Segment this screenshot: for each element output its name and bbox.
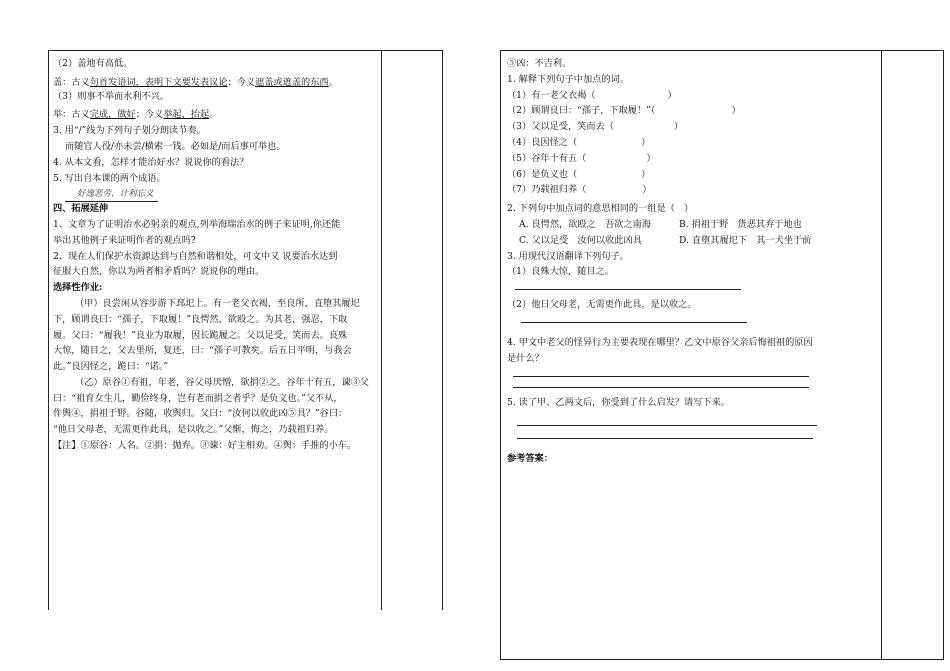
gai-meaning-line: 盖：古义句首发语词，表明下文要发表议论；今义遮盖或遮盖的东西。 (53, 76, 338, 88)
sub-question: （5）谷年十有五（ ） (507, 152, 656, 164)
answer-underline: 句首发语词，表明下文要发表议论 (89, 76, 228, 88)
text-line: （2）盖地有高低。 (53, 58, 133, 69)
passage-yi-line: （乙）原谷①有祖，年老，谷父母厌憎，欲捐②之。谷年十有五，谏③父 (75, 376, 369, 388)
answer-line (517, 438, 813, 439)
sub-question: （4）良因怪之（ ） (507, 136, 651, 148)
answer-underline: 完成，做好 (89, 109, 136, 121)
sub-question: （2）顾谓良曰：“孺子，下取履！”（ ） (507, 105, 741, 117)
sub-question: （3）父以足受，笑而去（ ） (507, 121, 684, 133)
options-cd (507, 234, 877, 248)
footnote: 【注】①原谷：人名。②捐：抛弃。③谏：好主相劝。④舆：手推的小车。 (53, 440, 357, 452)
passage-yi-line: 曰：“祖育女生儿，勤俭终身，岂有老而捐之者乎？是负义也。”父不从， (53, 392, 343, 404)
translate-1: （1）良殊大惊，随目之。 (507, 266, 614, 278)
answer-underline: 遮盖或遮盖的东西 (255, 76, 329, 88)
right-page-table (500, 50, 944, 660)
question-3: 3. 用“/”线为下列句子划分朗读节奏。 (53, 125, 206, 137)
answer-line (513, 376, 809, 377)
right-content (507, 57, 877, 466)
extension-q1: 1、文章为了证明治水必躬亲的观点,列举海瑞治水的例子来证明,你还能 (53, 218, 341, 230)
option-b: B. 捐祖于野 货恶其弃于地也 (679, 218, 802, 230)
passage-jia-line: 大惊，随目之，父去里所，复还，曰：“孺子可教矣。后五日平明，与我会 (53, 345, 352, 357)
text-line: （3）则事不举而水利不兴。 (53, 90, 170, 102)
left-content (53, 57, 378, 453)
passage-yi-line: “他日父母老，无需更作此具，是以收之。”父惭，悔之，乃载祖归养。 (53, 424, 334, 436)
extension-q1-cont: 举出其他例子来证明作者的观点吗? (53, 234, 196, 246)
extension-q2-cont: 征服大自然，你以为两者相矛盾吗？说说你的理由。 (53, 266, 265, 278)
question-1: 1. 解释下列句子中加点的词。 (507, 73, 629, 85)
left-page-table (48, 50, 443, 610)
question-3: 3. 用现代汉语翻译下列句子。 (507, 250, 629, 262)
answer-line (513, 387, 809, 388)
reference-answers-heading: 参考答案： (507, 453, 553, 465)
question-5: 5. 写出自本课的两个成语。 (53, 172, 166, 184)
option-d: D. 直堕其履圯下 其一犬坐于前 (679, 234, 812, 246)
question-4: 4. 甲文中老父的怪异行为主要表现在哪里？乙文中原谷父亲后悔祖祖的原因 (507, 336, 813, 348)
sub-question: （7）乃载祖归养（ ） (507, 184, 652, 196)
passage-jia-line: （甲）良尝闲从容步游下邳圯上。有一老父衣褐，至良所，直堕其履圯 (75, 297, 360, 309)
optional-homework-heading: 选择性作业: (53, 282, 103, 294)
right-column-divider (881, 51, 882, 659)
left-column-divider (381, 51, 382, 610)
handwritten-answer: 好逸恶劳、计利忘义 (53, 187, 378, 202)
passage-jia-line: 下，顾谓良曰：“孺子，下取履！”良愕然，欲殴之。为其老，强忍，下取 (53, 313, 348, 325)
extension-q2: 2、现在人们保护水资源达到与自然和谐相处，可文中又 说要治水达到 (53, 250, 338, 262)
passage-jia-line: 履。父曰：“履我！”良业为取履，因长跪履之。父以足受，笑而去。良殊 (53, 329, 348, 341)
passage-jia-line: 此。”良因怪之，跪曰：“诺。” (53, 361, 169, 373)
passage-yi-line: 作舆④，捐祖于野。谷随，收舆归。父曰：“汝何以收此凶⑤具？”谷曰： (53, 408, 348, 420)
section-heading: 四、拓展延伸 (53, 203, 109, 215)
footnote-cont: ⑤凶：不吉利。 (507, 58, 572, 69)
option-a: A. 良愕然，欲殴之 吾欲之南海 (519, 218, 651, 230)
question-4: 4. 从本文看，怎样才能治好水？说说你的看法？ (53, 156, 249, 168)
translate-2: （2）他日父母老，无需更作此具，是以收之。 (507, 299, 697, 311)
answer-line (521, 322, 747, 323)
question-5: 5. 读了甲、乙两文后，你受到了什么启发？请写下来。 (507, 396, 730, 408)
answer-line (517, 425, 817, 426)
ju-meaning-line: 举：古义完成，做好；今义举起，抬起。 (53, 109, 219, 121)
options-ab (507, 218, 877, 232)
question-4-cont: 是什么？ (507, 352, 544, 364)
sub-question: （6）是负义也（ ） (507, 168, 651, 180)
sub-question: （1）有一老父衣褐（ ） (507, 89, 677, 101)
option-c: C. 父以足受 汝何以收此凶具 (519, 234, 642, 246)
answer-line (515, 289, 741, 290)
question-2: 2. 下列句中加点词的意思相同的一组是（ ） (507, 203, 694, 215)
answer-underline: 举起，抬起 (163, 109, 210, 121)
rhythm-sentence: 而随官人役/亦未尝/横索一钱。必如是/而后事可举也。 (65, 140, 286, 152)
